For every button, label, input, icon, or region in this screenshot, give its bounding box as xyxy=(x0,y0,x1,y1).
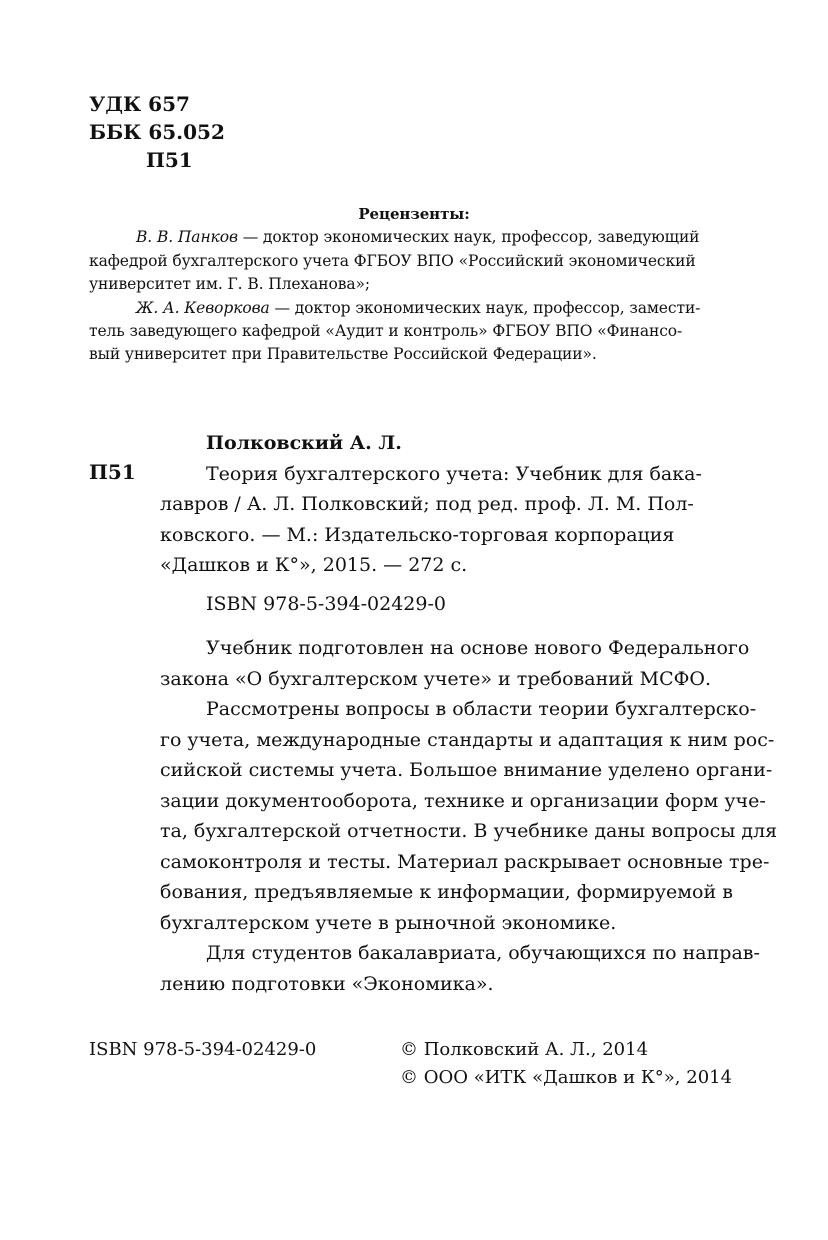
copyright-block xyxy=(400,1036,732,1092)
abstract-line: бования, предъявляемые к информации, формируемой в xyxy=(160,881,733,903)
abstract-line: та, бухгалтерской отчетности. В учебнике даны вопросы для xyxy=(160,820,778,842)
copyright-author: © Полковский А. Л., 2014 xyxy=(400,1039,649,1060)
reviewer-1-line-1: В. В. Панков — доктор экономических наук, профессор, заведующий xyxy=(136,228,700,247)
abstract-line: бухгалтерском учете в рыночной экономике. xyxy=(160,911,617,934)
bib-line: Теория бухгалтерского учета: Учебник для бака- xyxy=(206,462,702,485)
reviewer-2-line-2: тель заведующего кафедрой «Аудит и контроль» ФГБОУ ВПО «Финансо- xyxy=(89,322,683,341)
abstract-line: самоконтроля и тесты. Материал раскрывает основные тре- xyxy=(160,850,770,873)
abstract-line: Для студентов бакалавриата, обучающихся по направ- xyxy=(206,942,760,964)
bbk-code: ББК 65.052 xyxy=(89,120,225,144)
reviewer-2-line-1: Ж. А. Кеворкова — доктор экономических наук, профессор, замести- xyxy=(136,298,701,317)
card-isbn: ISBN 978-5-394-02429-0 xyxy=(206,592,446,615)
copyright-publisher: © ООО «ИТК «Дашков и К°», 2014 xyxy=(400,1067,733,1088)
udk-code: УДК 657 xyxy=(89,92,190,116)
abstract-line: зации документооборота, технике и организации форм уче- xyxy=(160,789,766,812)
reviewer-1-line-3: университет им. Г. В. Плеханова»; xyxy=(89,275,371,294)
reviewer-1-line-2: кафедрой бухгалтерского учета ФГБОУ ВПО «Российский экономический xyxy=(89,251,696,270)
author-mark: П51 xyxy=(146,148,193,172)
abstract-line: Рассмотрены вопросы в области теории бухгалтерско- xyxy=(206,698,757,720)
reviewers-title: Рецензенты: xyxy=(358,205,470,223)
catalog-card xyxy=(160,428,778,999)
abstract-line: закона «О бухгалтерском учете» и требований МСФО. xyxy=(160,667,711,690)
bib-line: ковского. — М.: Издательско-торговая корпорация xyxy=(160,523,675,546)
abstract xyxy=(160,633,778,999)
abstract-line: лению подготовки «Экономика». xyxy=(160,972,494,995)
classification-codes xyxy=(89,90,225,174)
card-author-mark: П51 xyxy=(89,460,136,484)
abstract-line: сийской системы учета. Большое внимание уделено органи- xyxy=(160,759,773,781)
bibliographic-description xyxy=(160,459,740,581)
reviewer-2-name: Ж. А. Кеворкова xyxy=(136,298,270,317)
footer-isbn: ISBN 978-5-394-02429-0 xyxy=(89,1039,317,1060)
abstract-line: го учета, международные стандарты и адаптация к ним рос- xyxy=(160,728,775,751)
reviewers-block xyxy=(89,203,739,367)
bib-line: лавров / А. Л. Полковский; под ред. проф. Л. М. Пол- xyxy=(160,493,694,515)
abstract-line: Учебник подготовлен на основе нового Федерального xyxy=(206,637,750,659)
card-author: Полковский А. Л. xyxy=(206,432,402,454)
reviewer-2-line-3: вый университет при Правительстве Российской Федерации». xyxy=(89,345,597,364)
reviewer-1-name: В. В. Панков xyxy=(136,228,238,247)
bib-line: «Дашков и К°», 2015. — 272 с. xyxy=(160,554,468,576)
